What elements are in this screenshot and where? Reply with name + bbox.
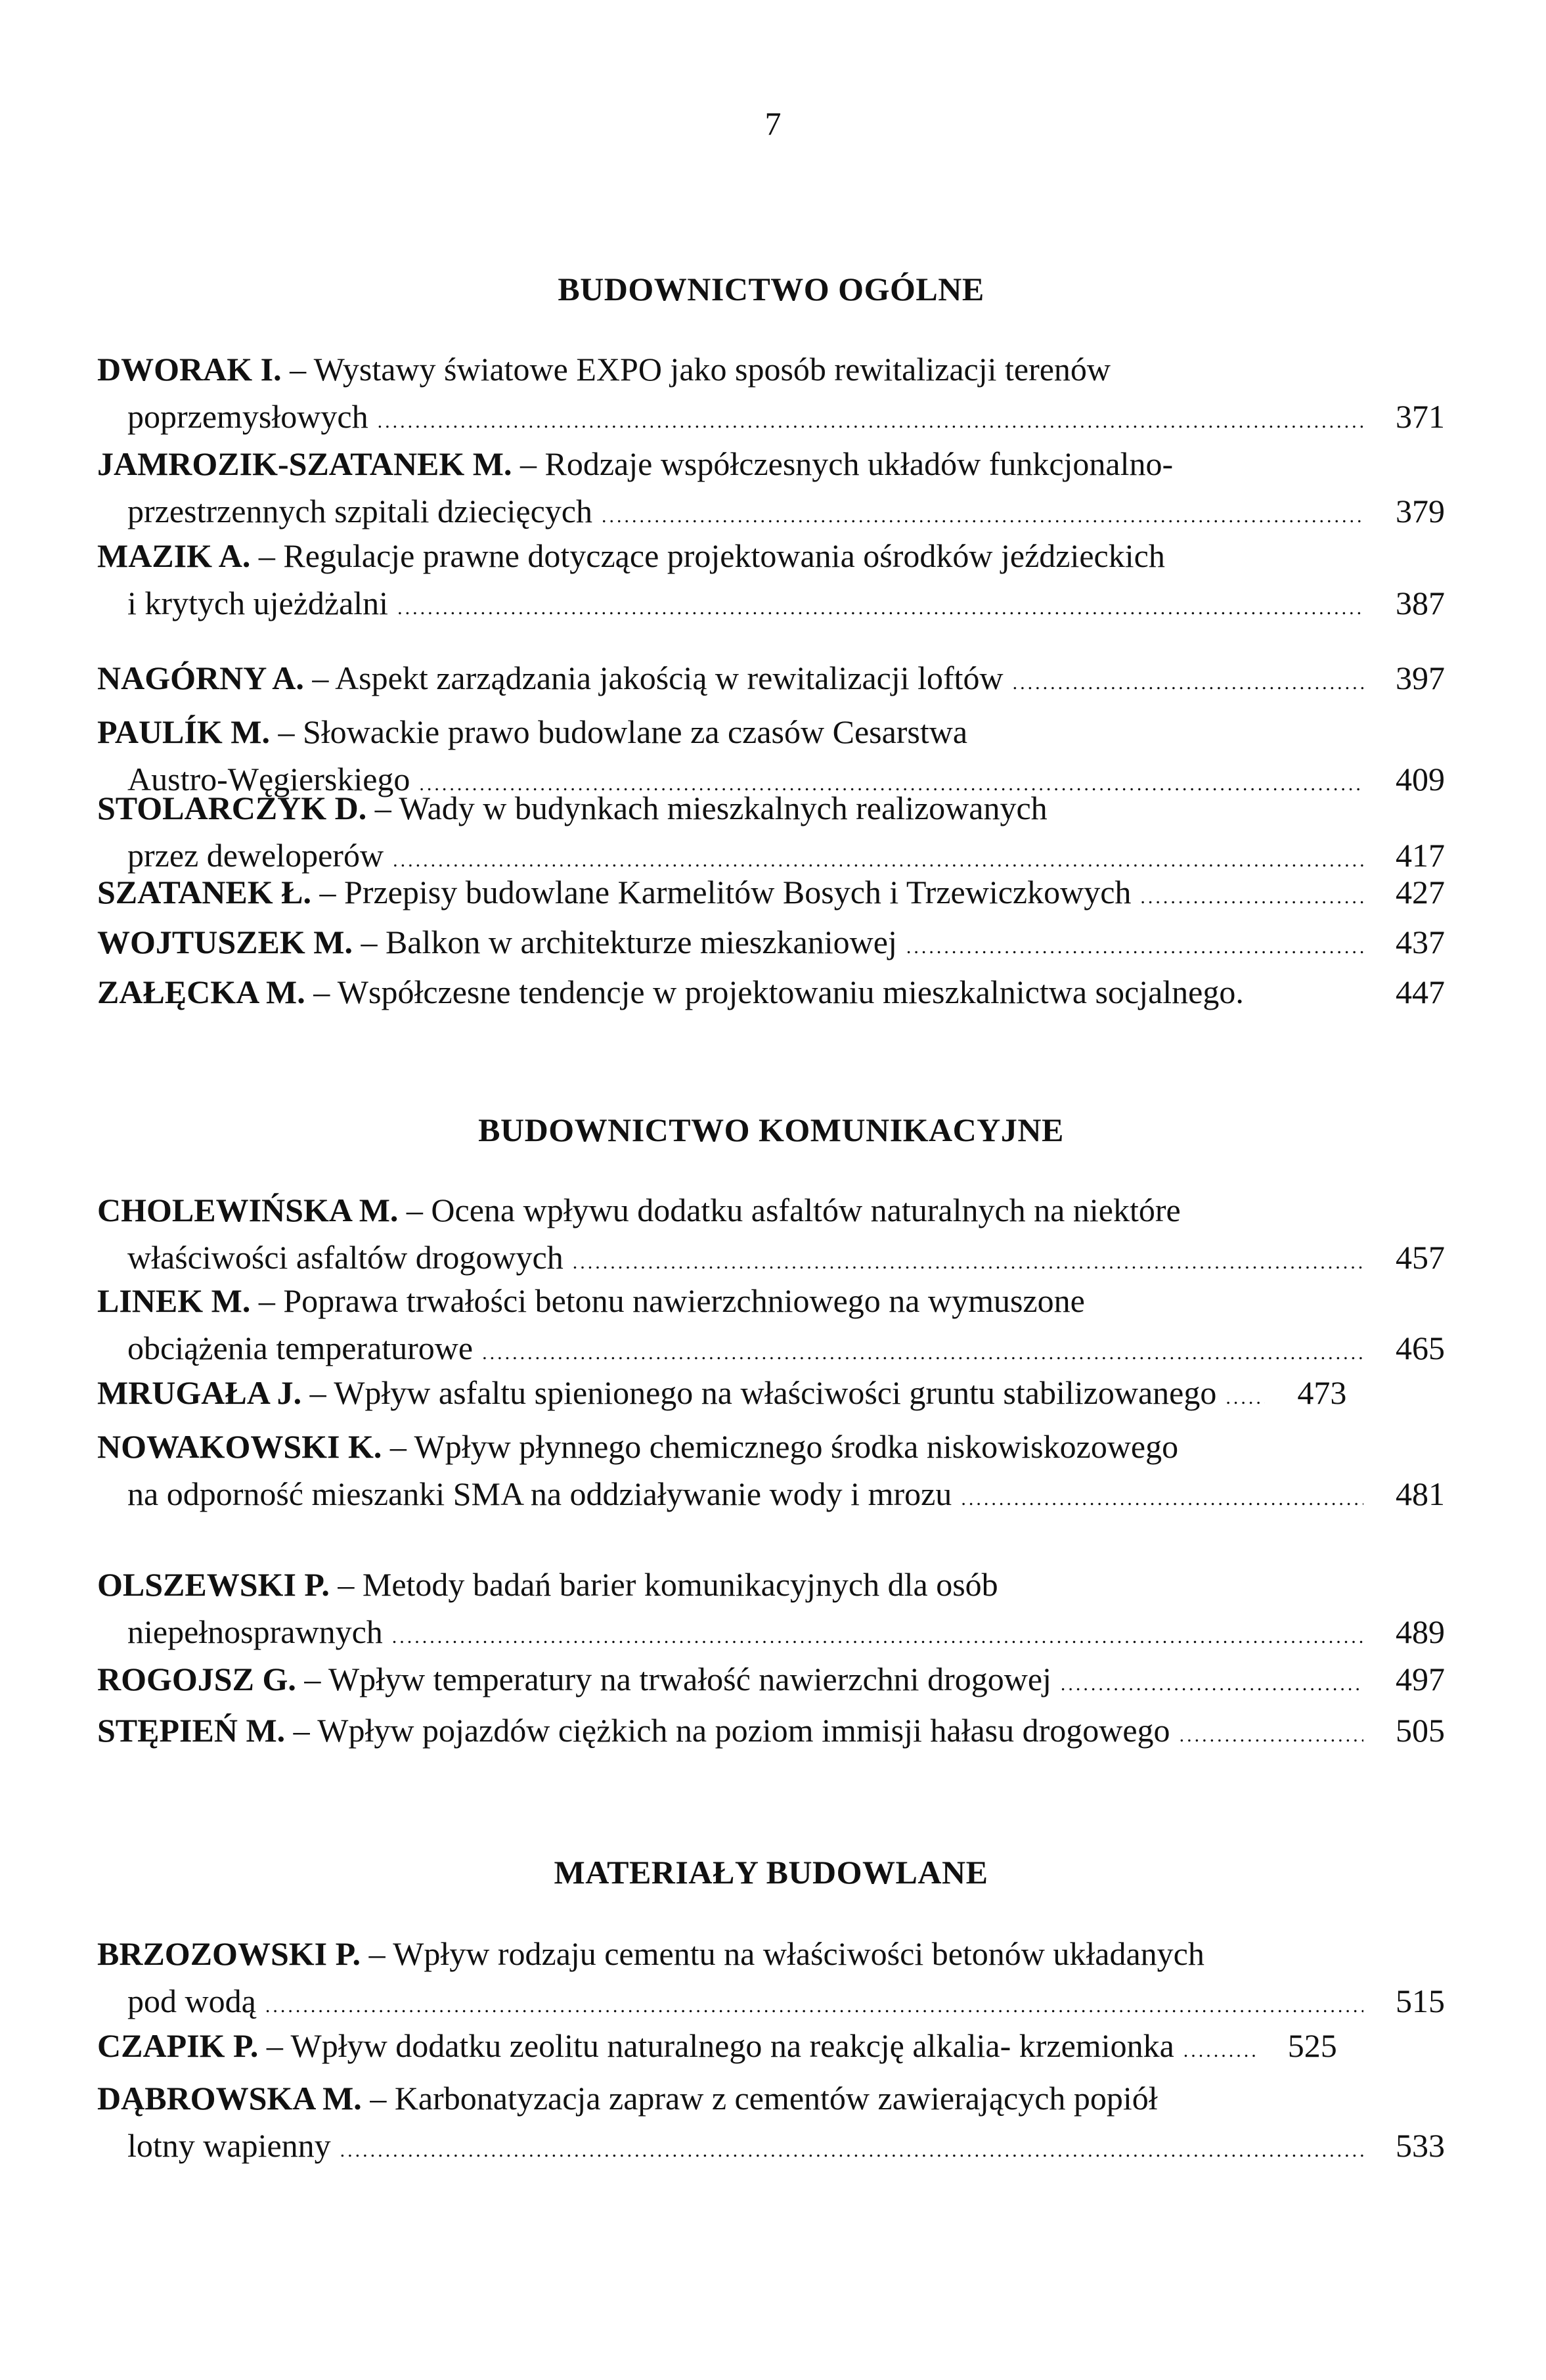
- entry-title: – Wpływ asfaltu spienionego na właściwości gruntu stabilizowanego: [309, 1374, 1217, 1411]
- entry-title: – Rodzaje współczesnych układów funkcjonalno-: [520, 445, 1174, 482]
- entry-title: – Balkon w architekturze mieszkaniowej: [361, 924, 897, 960]
- dot-leader: [482, 1331, 1363, 1376]
- entry-title: – Wpływ płynnego chemicznego środka niskowiskozowego: [389, 1428, 1179, 1465]
- entry-title-cont: właściwości asfaltów drogowych: [127, 1239, 563, 1276]
- section-title-materialy-budowlane: MATERIAŁY BUDOWLANE: [554, 1854, 988, 1891]
- entry-title: – Regulacje prawne dotyczące projektowania ośrodków jeździeckich: [258, 537, 1165, 574]
- entry-page: 525: [1287, 2027, 1337, 2064]
- entry-title-cont: pod wodą: [127, 1983, 256, 2019]
- entry-page: 457: [1396, 1239, 1445, 1276]
- entry-title: – Przepisy budowlane Karmelitów Bosych i Trzewiczkowych: [319, 874, 1132, 910]
- entry-page: 505: [1396, 1712, 1445, 1749]
- entry-page: 397: [1396, 660, 1445, 696]
- toc-entry[interactable]: [97, 1562, 1445, 1659]
- dot-leader: [961, 1477, 1363, 1521]
- toc-entry[interactable]: [97, 1931, 1445, 2029]
- entry-page: 437: [1396, 924, 1445, 960]
- entry-title-cont: lotny wapienny: [127, 2127, 331, 2164]
- entry-page: 387: [1396, 585, 1445, 621]
- entry-author: MRUGAŁA J.: [97, 1374, 302, 1411]
- dot-leader: [1013, 661, 1363, 706]
- entry-page: 465: [1396, 1330, 1445, 1366]
- entry-page: 473: [1297, 1374, 1347, 1411]
- entry-title-cont: obciążenia temperaturowe: [127, 1330, 474, 1366]
- entry-page: 371: [1396, 398, 1445, 435]
- entry-title: – Słowackie prawo budowlane za czasów Cesarstwa: [278, 713, 968, 750]
- dot-leader: [602, 494, 1363, 539]
- toc-entry[interactable]: [97, 870, 1445, 920]
- entry-page: 409: [1396, 761, 1445, 797]
- entry-page: 427: [1396, 874, 1445, 910]
- dot-leader: [1183, 2029, 1256, 2073]
- section-title-budownictwo-ogolne: BUDOWNICTWO OGÓLNE: [558, 271, 984, 307]
- entry-author: CHOLEWIŃSKA M.: [97, 1192, 399, 1228]
- entry-author: JAMROZIK-SZATANEK M.: [97, 445, 512, 482]
- entry-author: WOJTUSZEK M.: [97, 924, 353, 960]
- entry-author: SZATANEK Ł.: [97, 874, 312, 910]
- toc-entry[interactable]: [97, 970, 1445, 1014]
- entry-author: NOWAKOWSKI K.: [97, 1428, 382, 1465]
- toc-entry[interactable]: [97, 347, 1445, 444]
- dot-leader: [1061, 1662, 1363, 1707]
- entry-author: STĘPIEŃ M.: [97, 1712, 286, 1749]
- dot-leader: [1180, 1713, 1363, 1758]
- toc-entry[interactable]: [97, 1657, 1445, 1707]
- entry-title: – Metody badań barier komunikacyjnych dla osób: [338, 1566, 998, 1603]
- toc-entry[interactable]: [97, 441, 1445, 539]
- entry-title-cont: i krytych ujeżdżalni: [127, 585, 389, 621]
- entry-page: 417: [1396, 837, 1445, 874]
- dot-leader: [906, 925, 1363, 970]
- entry-title-cont: poprzemysłowych: [127, 398, 368, 435]
- entry-title: – Wady w budynkach mieszkalnych realizowanych: [374, 790, 1048, 826]
- entry-title: – Wpływ temperatury na trwałość nawierzchni drogowej: [304, 1661, 1051, 1697]
- toc-entry[interactable]: [97, 656, 1445, 706]
- entry-author: DWORAK I.: [97, 351, 282, 388]
- entry-title: – Wpływ rodzaju cementu na właściwości betonów układanych: [368, 1935, 1204, 1972]
- entry-title-cont: na odporność mieszanki SMA na oddziaływanie wody i mrozu: [127, 1475, 952, 1512]
- entry-title: – Poprawa trwałości betonu nawierzchniowego na wymuszone: [258, 1282, 1085, 1319]
- entry-author: NAGÓRNY A.: [97, 660, 304, 696]
- entry-title-cont: przez deweloperów: [127, 837, 384, 874]
- entry-author: DĄBROWSKA M.: [97, 2080, 362, 2117]
- entry-title: – Współczesne tendencje w projektowaniu mieszkalnictwa socjalnego.: [313, 974, 1244, 1010]
- entry-author: ROGOJSZ G.: [97, 1661, 296, 1697]
- dot-leader: [1226, 1376, 1265, 1420]
- entry-page: 379: [1396, 493, 1445, 529]
- section-title-budownictwo-komunikacyjne: BUDOWNICTWO KOMUNIKACYJNE: [478, 1111, 1064, 1148]
- entry-author: STOLARCZYK D.: [97, 790, 367, 826]
- dot-leader: [392, 1615, 1363, 1659]
- entry-page: 497: [1396, 1661, 1445, 1697]
- entry-title: – Ocena wpływu dodatku asfaltów naturalnych na niektóre: [406, 1192, 1181, 1228]
- entry-title: – Wpływ pojazdów ciężkich na poziom immisji hałasu drogowego: [293, 1712, 1170, 1749]
- toc-entry[interactable]: [97, 1188, 1445, 1285]
- entry-author: ZAŁĘCKA M.: [97, 974, 305, 1010]
- entry-title-cont: Austro-Węgierskiego: [127, 761, 410, 797]
- toc-entry[interactable]: [97, 920, 1445, 970]
- entry-page: 481: [1396, 1475, 1445, 1512]
- dot-leader: [340, 2128, 1363, 2173]
- toc-entry[interactable]: [97, 1278, 1445, 1376]
- entry-page: 447: [1396, 974, 1445, 1010]
- entry-author: BRZOZOWSKI P.: [97, 1935, 361, 1972]
- entry-author: CZAPIK P.: [97, 2027, 259, 2064]
- entry-title: – Wystawy światowe EXPO jako sposób rewitalizacji terenów: [290, 351, 1111, 388]
- toc-entry[interactable]: [97, 533, 1445, 631]
- entry-author: MAZIK A.: [97, 537, 251, 574]
- toc-entry[interactable]: [97, 1708, 1445, 1758]
- toc-entry[interactable]: [97, 786, 1445, 883]
- dot-leader: [1140, 875, 1363, 920]
- entry-author: OLSZEWSKI P.: [97, 1566, 330, 1603]
- toc-entry[interactable]: [97, 1424, 1445, 1521]
- entry-title: – Aspekt zarządzania jakością w rewitalizacji loftów: [312, 660, 1004, 696]
- entry-title-cont: niepełnosprawnych: [127, 1613, 383, 1650]
- dot-leader: [397, 586, 1363, 631]
- entry-title: – Wpływ dodatku zeolitu naturalnego na reakcję alkalia- krzemionka: [266, 2027, 1174, 2064]
- toc-entry[interactable]: [97, 1370, 1445, 1420]
- entry-author: PAULÍK M.: [97, 713, 270, 750]
- entry-title-cont: przestrzennych szpitali dziecięcych: [127, 493, 592, 529]
- toc-entry[interactable]: [97, 2023, 1445, 2073]
- entry-title: – Karbonatyzacja zapraw z cementów zawierających popiół: [370, 2080, 1158, 2117]
- dot-leader: [378, 399, 1363, 444]
- entry-page: 515: [1396, 1983, 1445, 2019]
- toc-entry[interactable]: [97, 2076, 1445, 2173]
- entry-page: 489: [1396, 1613, 1445, 1650]
- entry-page: 533: [1396, 2127, 1445, 2164]
- page-number: 7: [764, 105, 782, 142]
- dot-leader: [265, 1984, 1363, 2029]
- entry-author: LINEK M.: [97, 1282, 251, 1319]
